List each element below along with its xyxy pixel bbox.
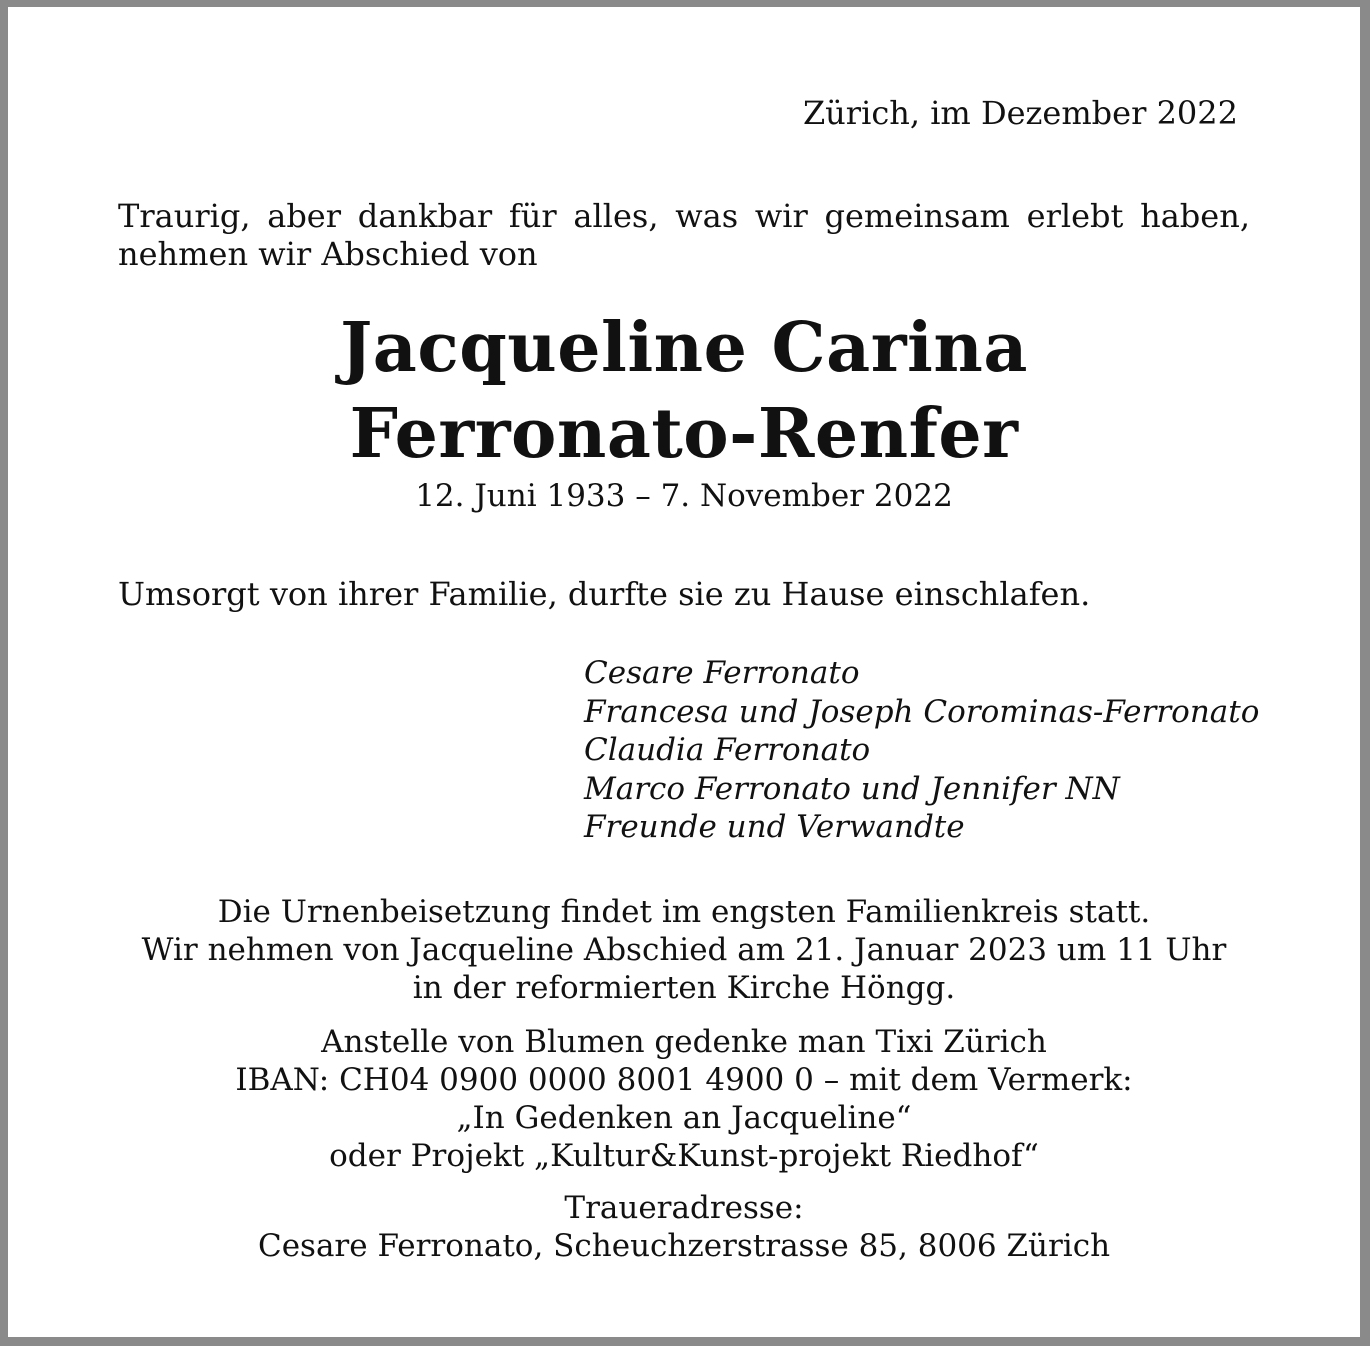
deceased-name-line-1: Jacqueline Carina (340, 308, 1028, 388)
deceased-name-line-2: Ferronato-Renfer (349, 394, 1019, 474)
mourners-list (584, 654, 1259, 847)
mourning-address (8, 1189, 1360, 1265)
mourner: Francesa und Joseph Corominas-Ferronato (584, 693, 1260, 730)
life-dates: 12. Juni 1933 – 7. November 2022 (415, 478, 953, 514)
place-date: Zürich, im Dezember 2022 (802, 94, 1238, 132)
mourner: Marco Ferronato und Jennifer NN (584, 770, 1120, 807)
funeral-info (8, 893, 1360, 1007)
donation-line: Anstelle von Blumen gedenke man Tixi Zürich (321, 1024, 1047, 1060)
funeral-line: Wir nehmen von Jacqueline Abschied am 21. Januar 2023 um 11 Uhr (141, 932, 1227, 968)
intro-line-1: Traurig, aber dankbar für alles, was wir gemeinsam erlebt haben, (118, 197, 1250, 235)
address-line: Cesare Ferronato, Scheuchzerstrasse 85, 8006 Zürich (257, 1228, 1111, 1264)
intro-text (118, 197, 1250, 273)
deceased-name (8, 305, 1360, 477)
obituary-page (8, 7, 1360, 1337)
farewell-sentence: Umsorgt von ihrer Familie, durfte sie zu Hause einschlafen. (118, 575, 1091, 613)
mourner: Freunde und Verwandte (584, 809, 965, 845)
donation-line: oder Projekt „Kultur&Kunst-projekt Riedhof“ (329, 1138, 1039, 1174)
mourner: Cesare Ferronato (584, 655, 860, 691)
donation-info (8, 1023, 1360, 1175)
intro-line-2: nehmen wir Abschied von (118, 235, 538, 273)
funeral-line: in der reformierten Kirche Höngg. (412, 970, 956, 1006)
address-label: Traueradresse: (564, 1190, 804, 1226)
donation-line: IBAN: CH04 0900 0000 8001 4900 0 – mit dem Vermerk: (235, 1062, 1133, 1098)
mourner: Claudia Ferronato (584, 732, 871, 768)
funeral-line: Die Urnenbeisetzung findet im engsten Familienkreis statt. (217, 894, 1151, 930)
donation-line: „In Gedenken an Jacqueline“ (456, 1100, 912, 1136)
